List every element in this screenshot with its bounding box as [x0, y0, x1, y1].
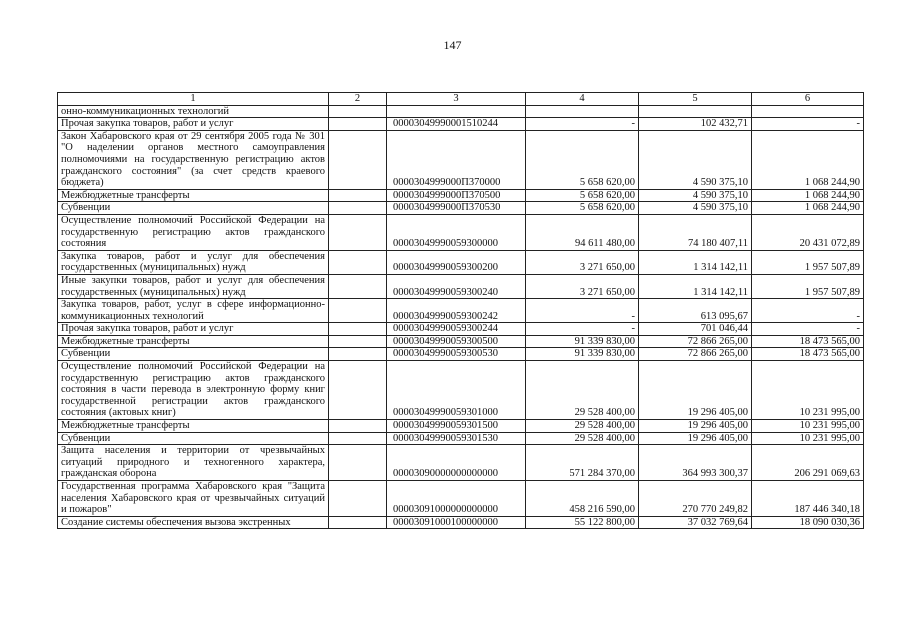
row-col2-cell	[329, 189, 387, 202]
row-name-cell: Межбюджетные трансферты	[58, 335, 329, 348]
row-executed-cell: 74 180 407,11	[639, 214, 752, 250]
row-col2-cell	[329, 274, 387, 298]
row-code-cell: 00003049990059300500	[387, 335, 526, 348]
row-col2-cell	[329, 299, 387, 323]
table-row	[58, 335, 864, 348]
table-row	[58, 274, 864, 298]
budget-execution-table	[57, 92, 864, 529]
row-executed-cell: 364 993 300,37	[639, 445, 752, 481]
table-row	[58, 516, 864, 529]
row-name-cell: Межбюджетные трансферты	[58, 420, 329, 433]
row-col2-cell	[329, 118, 387, 131]
table-header-row	[58, 93, 864, 106]
row-unexecuted-cell: 1 957 507,89	[752, 274, 864, 298]
row-code-cell: 00003049990059300000	[387, 214, 526, 250]
row-name-cell: Закон Хабаровского края от 29 сентября 2005 года № 301 "О наделении органов местного самоуправления полномочиями на государственную регистрацию актов гражданского состояния" (за счет средств краевого бюджета)	[58, 130, 329, 189]
row-name-cell: онно-коммуникационных технологий	[58, 105, 329, 118]
row-name-cell: Осуществление полномочий Российской Федерации на государственную регистрацию актов гражданского состояния	[58, 214, 329, 250]
row-name-cell: Закупка товаров, работ, услуг в сфере информационно-коммуникационных технологий	[58, 299, 329, 323]
table-row	[58, 214, 864, 250]
row-col2-cell	[329, 335, 387, 348]
column-header: 4	[526, 93, 639, 106]
row-approved-cell	[526, 105, 639, 118]
row-approved-cell: 29 528 400,00	[526, 432, 639, 445]
row-unexecuted-cell	[752, 105, 864, 118]
column-header: 3	[387, 93, 526, 106]
row-col2-cell	[329, 323, 387, 336]
column-header: 5	[639, 93, 752, 106]
table-row	[58, 202, 864, 215]
table-row	[58, 118, 864, 131]
row-executed-cell: 4 590 375,10	[639, 130, 752, 189]
table-row	[58, 299, 864, 323]
row-approved-cell: 55 122 800,00	[526, 516, 639, 529]
row-approved-cell: 91 339 830,00	[526, 335, 639, 348]
row-executed-cell: 1 314 142,11	[639, 274, 752, 298]
row-approved-cell: 5 658 620,00	[526, 130, 639, 189]
row-unexecuted-cell: 1 068 244,90	[752, 202, 864, 215]
row-approved-cell: -	[526, 323, 639, 336]
row-code-cell: 00003049990059300240	[387, 274, 526, 298]
row-executed-cell: 19 296 405,00	[639, 420, 752, 433]
row-name-cell: Субвенции	[58, 202, 329, 215]
row-name-cell: Создание системы обеспечения вызова экстренных	[58, 516, 329, 529]
row-name-cell: Закупка товаров, работ и услуг для обеспечения государственных (муниципальных) нужд	[58, 250, 329, 274]
row-col2-cell	[329, 202, 387, 215]
row-name-cell: Межбюджетные трансферты	[58, 189, 329, 202]
row-approved-cell: 458 216 590,00	[526, 481, 639, 517]
table-row	[58, 420, 864, 433]
table-row	[58, 323, 864, 336]
row-code-cell: 0000304999000П370000	[387, 130, 526, 189]
row-col2-cell	[329, 445, 387, 481]
row-col2-cell	[329, 105, 387, 118]
row-code-cell: 00003049990059300244	[387, 323, 526, 336]
row-executed-cell: 613 095,67	[639, 299, 752, 323]
row-executed-cell: 72 866 265,00	[639, 348, 752, 361]
row-executed-cell: 37 032 769,64	[639, 516, 752, 529]
row-code-cell: 0000304999000П370530	[387, 202, 526, 215]
row-executed-cell: 701 046,44	[639, 323, 752, 336]
row-approved-cell: -	[526, 299, 639, 323]
row-name-cell: Осуществление полномочий Российской Федерации на государственную регистрацию актов гражданского состояния в части перевода в электронную форму книг государственной регистрации актов гражданского состояния (актовых книг)	[58, 361, 329, 420]
row-unexecuted-cell: 18 473 565,00	[752, 348, 864, 361]
row-executed-cell: 72 866 265,00	[639, 335, 752, 348]
row-code-cell: 00003090000000000000	[387, 445, 526, 481]
row-executed-cell: 1 314 142,11	[639, 250, 752, 274]
column-header: 2	[329, 93, 387, 106]
row-executed-cell: 19 296 405,00	[639, 432, 752, 445]
row-executed-cell: 270 770 249,82	[639, 481, 752, 517]
row-name-cell: Иные закупки товаров, работ и услуг для обеспечения государственных (муниципальных) нужд	[58, 274, 329, 298]
row-unexecuted-cell: 10 231 995,00	[752, 420, 864, 433]
row-unexecuted-cell: 187 446 340,18	[752, 481, 864, 517]
row-name-cell: Государственная программа Хабаровского края "Защита населения Хабаровского края от чрезвычайных ситуаций и пожаров"	[58, 481, 329, 517]
row-approved-cell: 94 611 480,00	[526, 214, 639, 250]
row-approved-cell: -	[526, 118, 639, 131]
table-row	[58, 130, 864, 189]
table-row	[58, 432, 864, 445]
row-unexecuted-cell: 1 068 244,90	[752, 189, 864, 202]
row-executed-cell: 102 432,71	[639, 118, 752, 131]
row-executed-cell: 19 296 405,00	[639, 361, 752, 420]
row-unexecuted-cell: 1 957 507,89	[752, 250, 864, 274]
row-code-cell: 0000304999000П370500	[387, 189, 526, 202]
row-unexecuted-cell: 206 291 069,63	[752, 445, 864, 481]
row-approved-cell: 29 528 400,00	[526, 420, 639, 433]
row-code-cell: 00003049990059301000	[387, 361, 526, 420]
row-col2-cell	[329, 348, 387, 361]
row-code-cell: 00003049990059301500	[387, 420, 526, 433]
row-col2-cell	[329, 214, 387, 250]
row-unexecuted-cell: 10 231 995,00	[752, 432, 864, 445]
row-col2-cell	[329, 130, 387, 189]
row-col2-cell	[329, 516, 387, 529]
column-header: 6	[752, 93, 864, 106]
row-approved-cell: 3 271 650,00	[526, 274, 639, 298]
row-code-cell: 00003091000000000000	[387, 481, 526, 517]
row-code-cell: 00003091000100000000	[387, 516, 526, 529]
row-approved-cell: 29 528 400,00	[526, 361, 639, 420]
row-code-cell: 00003049990001510244	[387, 118, 526, 131]
table-row	[58, 445, 864, 481]
row-unexecuted-cell: 1 068 244,90	[752, 130, 864, 189]
row-executed-cell	[639, 105, 752, 118]
row-name-cell: Прочая закупка товаров, работ и услуг	[58, 118, 329, 131]
row-name-cell: Субвенции	[58, 432, 329, 445]
row-executed-cell: 4 590 375,10	[639, 202, 752, 215]
row-unexecuted-cell: 10 231 995,00	[752, 361, 864, 420]
row-col2-cell	[329, 361, 387, 420]
row-approved-cell: 91 339 830,00	[526, 348, 639, 361]
table-row	[58, 481, 864, 517]
row-code-cell: 00003049990059300530	[387, 348, 526, 361]
row-code-cell: 00003049990059301530	[387, 432, 526, 445]
row-approved-cell: 3 271 650,00	[526, 250, 639, 274]
row-unexecuted-cell: -	[752, 299, 864, 323]
row-unexecuted-cell: -	[752, 118, 864, 131]
row-code-cell: 00003049990059300200	[387, 250, 526, 274]
row-col2-cell	[329, 250, 387, 274]
row-unexecuted-cell: 18 090 030,36	[752, 516, 864, 529]
row-approved-cell: 571 284 370,00	[526, 445, 639, 481]
row-col2-cell	[329, 420, 387, 433]
table-row	[58, 361, 864, 420]
row-approved-cell: 5 658 620,00	[526, 202, 639, 215]
column-header: 1	[58, 93, 329, 106]
row-unexecuted-cell: 20 431 072,89	[752, 214, 864, 250]
row-name-cell: Защита населения и территории от чрезвычайных ситуаций природного и техногенного характера, гражданская оборона	[58, 445, 329, 481]
row-code-cell	[387, 105, 526, 118]
row-code-cell: 00003049990059300242	[387, 299, 526, 323]
table-row	[58, 189, 864, 202]
table-row	[58, 348, 864, 361]
row-col2-cell	[329, 432, 387, 445]
row-executed-cell: 4 590 375,10	[639, 189, 752, 202]
row-col2-cell	[329, 481, 387, 517]
row-approved-cell: 5 658 620,00	[526, 189, 639, 202]
row-unexecuted-cell: 18 473 565,00	[752, 335, 864, 348]
table-row	[58, 105, 864, 118]
row-name-cell: Субвенции	[58, 348, 329, 361]
row-name-cell: Прочая закупка товаров, работ и услуг	[58, 323, 329, 336]
row-unexecuted-cell: -	[752, 323, 864, 336]
table-row	[58, 250, 864, 274]
page-number: 147	[443, 38, 462, 52]
